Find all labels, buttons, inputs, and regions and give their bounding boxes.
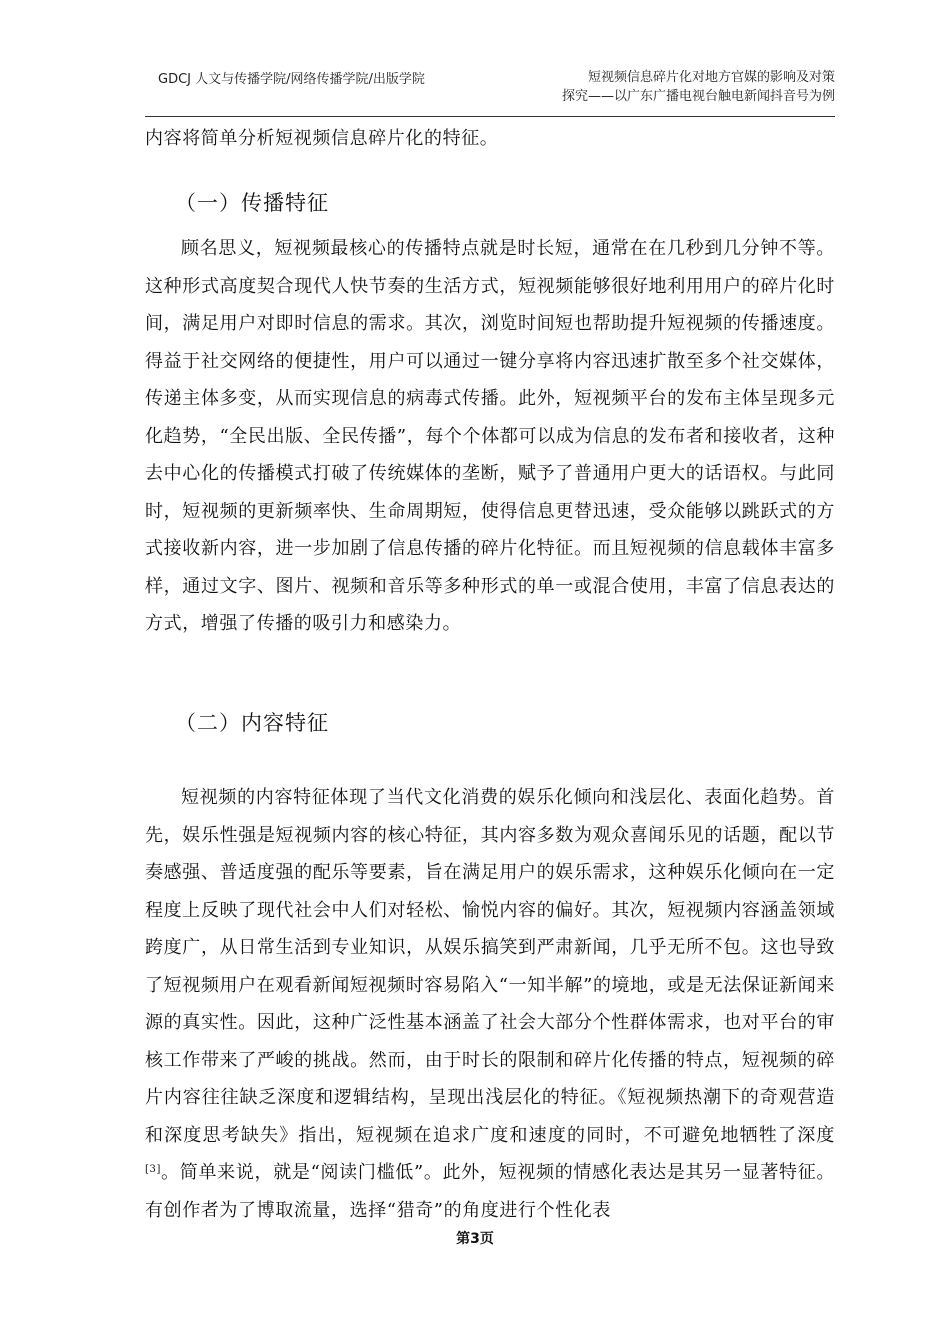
section-1-heading: （一）传播特征 <box>175 191 329 215</box>
section-2-text-part-2: 。简单来说，就是“阅读门槛低”。此外，短视频的情感化表达是其另一显著特征。有创作者为了博取流量，选择“猎奇”的角度进行个性化表 <box>145 1162 835 1221</box>
section-1-body <box>145 230 835 643</box>
header-divider <box>145 116 835 117</box>
header-right <box>475 68 835 106</box>
intro-text: 内容将简单分析短视频信息碎片化的特征。 <box>145 128 499 149</box>
section-2-paragraph <box>145 779 835 1229</box>
intro-line <box>145 120 835 158</box>
reference-mark[interactable]: [3] <box>145 1164 161 1175</box>
section-2-body <box>145 779 835 1229</box>
header-title-line-1: 短视频信息碎片化对地方官媒的影响及对策 <box>587 70 835 85</box>
header-left: GDCJ 人文与传播学院/网络传播学院/出版学院 <box>158 72 425 87</box>
header-title-line-2: 探究——以广东广播电视台触电新闻抖音号为例 <box>561 89 835 104</box>
section-2-text-part-1: 短视频的内容特征体现了当代文化消费的娱乐化倾向和浅层化、表面化趋势。首先，娱乐性强是短视频内容的核心特征，其内容多数为观众喜闻乐见的话题，配以节奏感强、普适度强的配乐等要素，旨在满足用户的娱乐需求，这种娱乐化倾向在一定程度上反映了现代社会中人们对轻松、愉悦内容的偏好。其次，短视频内容涵盖领域跨度广，从日常生活到专业知识，从娱乐搞笑到严肃新闻，几乎无所不包。这也导致了短视频用户在观看新闻短视频时容易陷入“一知半解”的境地，或是无法保证新闻来源的真实性。因此，这种广泛性基本涵盖了社会大部分个性群体需求，也对平台的审核工作带来了严峻的挑战。然而，由于时长的限制和碎片化传播的特点，短视频的碎片内容往往缺乏深度和逻辑结构，呈现出浅层化的特征。《短视频热潮下的奇观营造和深度思考缺失》指出，短视频在追求广度和速度的同时，不可避免地牺牲了深度 <box>145 787 835 1146</box>
page-number: 第3页 <box>456 1231 494 1247</box>
section-1-paragraph: 顾名思义，短视频最核心的传播特点就是时长短，通常在在几秒到几分钟不等。这种形式高度契合现代人快节奏的生活方式，短视频能够很好地利用用户的碎片化时间，满足用户对即时信息的需求。其次，浏览时间短也帮助提升短视频的传播速度。得益于社交网络的便捷性，用户可以通过一键分享将内容迅速扩散至多个社交媒体，传递主体多变，从而实现信息的病毒式传播。此外，短视频平台的发布主体呈现多元化趋势，“全民出版、全民传播”，每个个体都可以成为信息的发布者和接收者，这种去中心化的传播模式打破了传统媒体的垄断，赋予了普通用户更大的话语权。与此同时，短视频的更新频率快、生命周期短，使得信息更替迅速，受众能够以跳跃式的方式接收新内容，进一步加剧了信息传播的碎片化特征。而且短视频的信息载体丰富多样，通过文字、图片、视频和音乐等多种形式的单一或混合使用，丰富了信息表达的方式，增强了传播的吸引力和感染力。 <box>145 238 835 634</box>
section-2-heading: （二）内容特征 <box>175 711 329 735</box>
